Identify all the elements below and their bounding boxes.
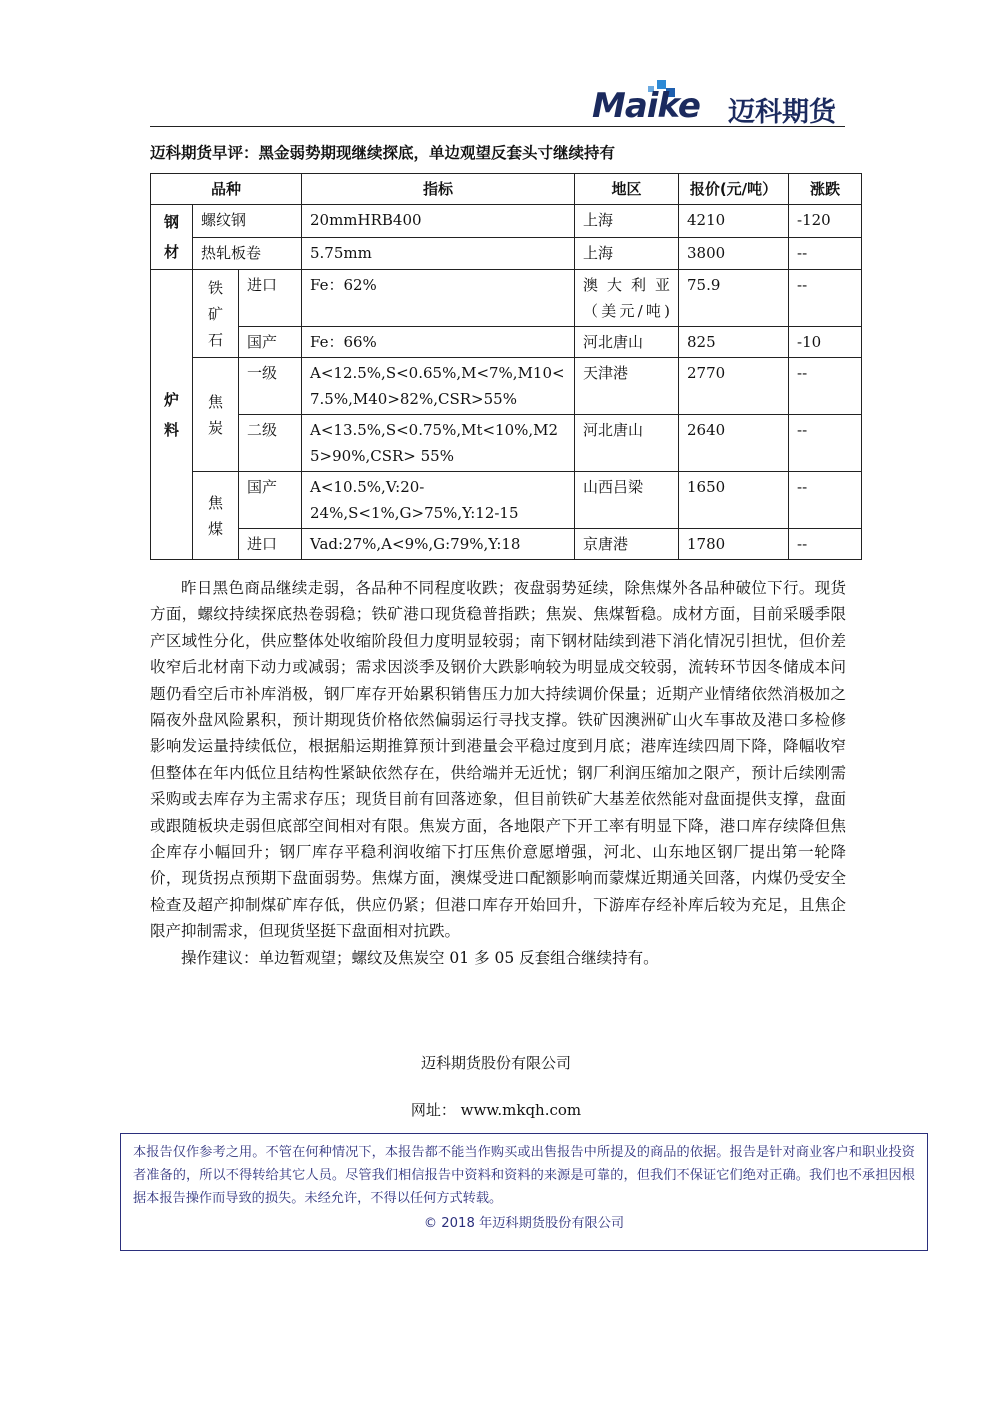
cell-change: -- — [789, 472, 862, 529]
cell-sub: 国产 — [239, 472, 302, 529]
website: 网址： www.mkqh.com — [410, 1101, 582, 1119]
cell-index: 5.75mm — [302, 237, 575, 270]
category-steel-label: 钢材 — [164, 213, 180, 261]
cell-price: 2770 — [679, 358, 789, 415]
cell-price: 825 — [679, 327, 789, 358]
subcategory-coking-coal — [193, 472, 239, 560]
cell-index: Fe：66% — [302, 327, 575, 358]
cell-index: A<10.5%,V:20-24%,S<1%,G>75%,Y:12-15 — [302, 472, 575, 529]
cell-sub: 国产 — [239, 327, 302, 358]
company-logo — [592, 80, 844, 128]
cell-sub: 进口 — [239, 529, 302, 560]
table-row — [151, 237, 862, 270]
subcategory-coke-label: 焦炭 — [208, 392, 224, 437]
cell-change: -- — [789, 415, 862, 472]
cell-region: 上海 — [575, 205, 679, 238]
cell-region: 上海 — [575, 237, 679, 270]
subcategory-coke — [193, 358, 239, 472]
table-row — [151, 270, 862, 327]
cell-index: Fe：62% — [302, 270, 575, 327]
header-divider — [150, 126, 845, 127]
subcategory-iron-ore — [193, 270, 239, 358]
copyright: © 2018 年迈科期货股份有限公司 — [423, 1216, 625, 1231]
category-furnace — [151, 270, 193, 560]
disclaimer-box — [120, 1133, 928, 1251]
cell-change: -- — [789, 237, 862, 270]
subcategory-coking-coal-label: 焦煤 — [208, 493, 224, 538]
category-steel — [151, 205, 193, 270]
cell-change: -120 — [789, 205, 862, 238]
header-change: 涨跌 — [789, 174, 862, 205]
header-price: 报价(元/吨） — [679, 174, 789, 205]
cell-region: 山西吕梁 — [575, 472, 679, 529]
table-row — [151, 205, 862, 238]
cell-region: 河北唐山 — [575, 415, 679, 472]
cell-change: -- — [789, 529, 862, 560]
price-table — [150, 173, 862, 560]
report-body — [150, 575, 846, 971]
header-variety: 品种 — [151, 174, 302, 205]
company-name: 迈科期货股份有限公司 — [420, 1054, 571, 1072]
body-paragraph: 昨日黑色商品继续走弱，各品种不同程度收跌；夜盘弱势延续，除焦煤外各品种破位下行。现货方面，螺纹持续探底热卷弱稳；铁矿港口现货稳普指跌；焦炭、焦煤暂稳。成材方面，目前采暖季限产区域性分化，供应整体处收缩阶段但力度明显较弱；南下钢材陆续到港下消化情况引担忧，但价差收窄后北材南下动力或减弱；需求因淡季及钢价大跌影响较为明显成交较弱，流转环节因冬储成本问题仍看空后市补库消极，钢厂库存开始累积销售压力加大持续调价保量；近期产业情绪依然消极加之隔夜外盘风险累积，预计期现货价格依然偏弱运行寻找支撑。铁矿因澳洲矿山火车事故及港口多检修影响发运量持续低位，根据船运期推算预计到港量会平稳过度到月底；港库连续四周下降，降幅收窄但整体在年内低位且结构性紧缺依然存在，供给端并无近忧；钢厂利润压缩加之限产，预计后续刚需采购或去库存为主需求存压；现货目前有回落迹象，但目前铁矿大基差依然能对盘面提供支撑，盘面或跟随板块走弱但底部空间相对有限。焦炭方面，各地限产下开工率有明显下降，港口库存续降但焦企库存小幅回升；钢厂库存平稳利润收缩下打压焦价意愿增强，河北、山东地区钢厂提出第一轮降价，现货拐点预期下盘面弱势。焦煤方面，澳煤受进口配额影响而蒙煤近期通关回落，内煤仍受安全检查及超产抑制煤矿库存低，供应仍紧；但港口库存开始回升，下游库存经补库后较为充足，且焦企限产抑制需求，但现货坚挺下盘面相对抗跌。 — [150, 579, 846, 941]
report-title: 迈科期货早评：黑金弱势期现继续探底，单边观望反套头寸继续持有 — [150, 144, 616, 162]
cell-change: -10 — [789, 327, 862, 358]
header-region: 地区 — [575, 174, 679, 205]
cell-region: 河北唐山 — [575, 327, 679, 358]
cell-variety: 螺纹钢 — [193, 205, 302, 238]
cell-price: 2640 — [679, 415, 789, 472]
logo-brand-latin: Maike — [592, 86, 700, 126]
cell-change: -- — [789, 358, 862, 415]
table-row — [151, 529, 862, 560]
table-row — [151, 472, 862, 529]
logo-brand-cn: 迈科期货 — [728, 97, 836, 128]
cell-region: 京唐港 — [575, 529, 679, 560]
cell-price: 1780 — [679, 529, 789, 560]
table-header-row — [151, 174, 862, 205]
header-index: 指标 — [302, 174, 575, 205]
cell-index: 20mmHRB400 — [302, 205, 575, 238]
cell-sub: 二级 — [239, 415, 302, 472]
cell-sub: 进口 — [239, 270, 302, 327]
cell-price: 1650 — [679, 472, 789, 529]
cell-index: A<12.5%,S<0.65%,M<7%,M10<7.5%,M40>82%,CSR>55% — [302, 358, 575, 415]
cell-region: 天津港 — [575, 358, 679, 415]
cell-variety: 热轧板卷 — [193, 237, 302, 270]
cell-change: -- — [789, 270, 862, 327]
cell-price: 4210 — [679, 205, 789, 238]
cell-price: 75.9 — [679, 270, 789, 327]
cell-index: Vad:27%,A<9%,G:79%,Y:18 — [302, 529, 575, 560]
operation-advice: 操作建议：单边暂观望；螺纹及焦炭空 01 多 05 反套组合继续持有。 — [181, 948, 659, 967]
cell-sub: 一级 — [239, 358, 302, 415]
category-furnace-label: 炉料 — [164, 390, 180, 439]
cell-price: 3800 — [679, 237, 789, 270]
subcategory-iron-ore-label: 铁矿石 — [208, 278, 224, 349]
table-row — [151, 415, 862, 472]
table-row — [151, 327, 862, 358]
table-row — [151, 358, 862, 415]
cell-index: A<13.5%,S<0.75%,Mt<10%,M25>90%,CSR> 55% — [302, 415, 575, 472]
disclaimer-text: 本报告仅作参考之用。不管在何种情况下，本报告都不能当作购买或出售报告中所提及的商品的依据。报告是针对商业客户和职业投资者准备的，所以不得转给其它人员。尽管我们相信报告中资料和资料的来源是可靠的，但我们不保证它们绝对正确。我们也不承担因根据本报告操作而导致的损失。未经允许，不得以任何方式转载。 — [133, 1145, 915, 1206]
cell-region: 澳大利亚（美元/吨) — [575, 270, 679, 327]
